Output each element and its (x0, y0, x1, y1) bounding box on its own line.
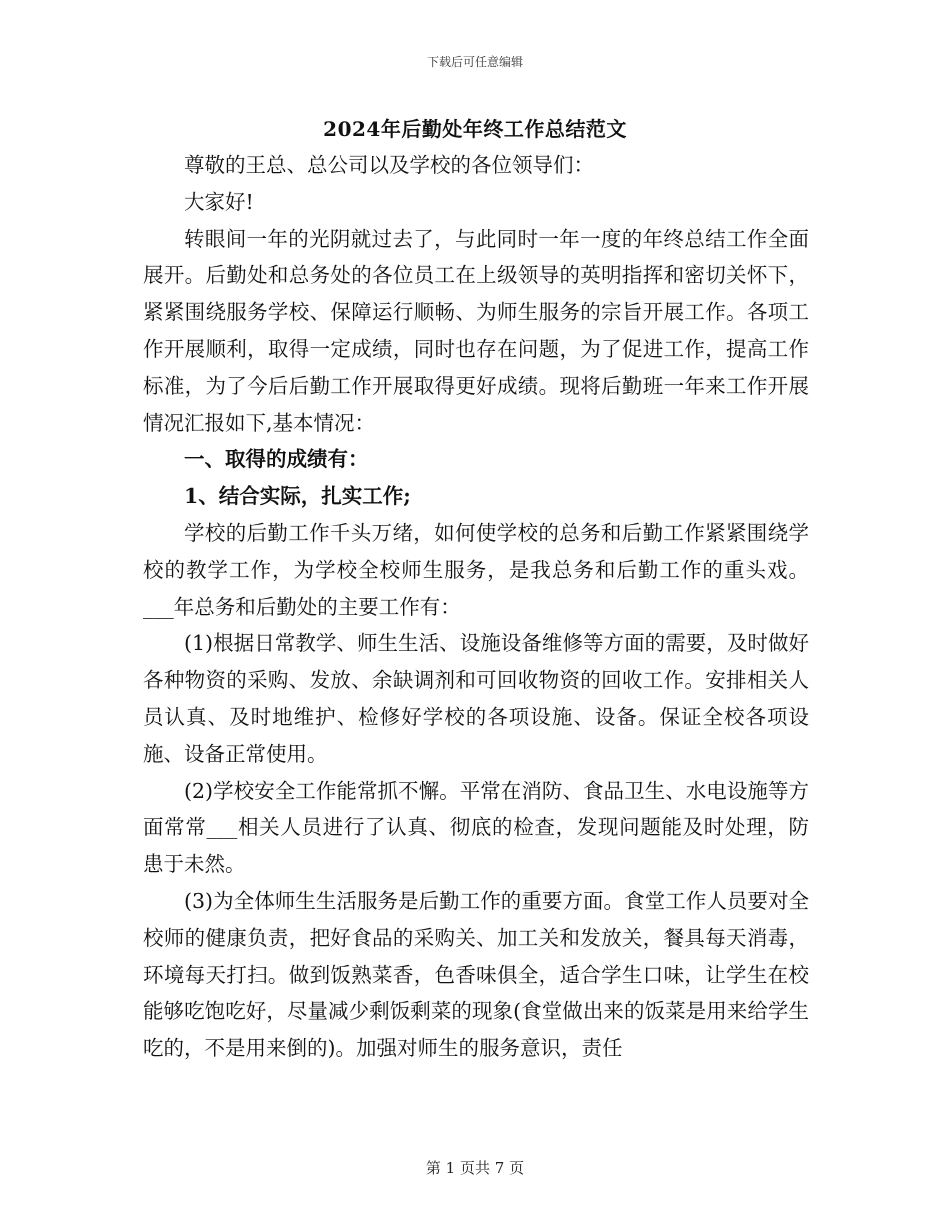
subsection-heading-1: 1、结合实际，扎实工作; (184, 484, 411, 509)
list-item-2: (2)学校安全工作能常抓不懈。平常在消防、食品卫生、水电设施等方面常常___相关人员进行了认真、彻底的检查，发现问题能及时处理，防患于未然。 (143, 778, 809, 877)
list-item-1: (1)根据日常教学、师生生活、设施设备维修等方面的需要，及时做好各种物资的采购、发放、余缺调剂和可回收物资的回收工作。安排相关人员认真、及时地维护、检修好学校的各项设施、设备。保证全校各项设施、设备正常使用。 (143, 631, 809, 766)
document-body (143, 147, 809, 1067)
document-title: 2024年后勤处年终工作总结范文 (323, 117, 627, 141)
intro-paragraph: 转眼间一年的光阴就过去了，与此同时一年一度的年终总结工作全面展开。后勤处和总务处的各位员工在上级领导的英明指挥和密切关怀下，紧紧围绕服务学校、保障运行顺畅、为师生服务的宗旨开展工作。各项工作开展顺利，取得一定成绩，同时也存在问题，为了促进工作，提高工作标准，为了今后后勤工作开展取得更好成绩。现将后勤班一年来工作开展情况汇报如下,基本情况： (143, 226, 809, 435)
salutation: 尊敬的王总、总公司以及学校的各位领导们： (184, 153, 594, 177)
body-paragraph: 学校的后勤工作千头万绪，如何使学校的总务和后勤工作紧紧围绕学校的教学工作，为学校全校师生服务，是我总务和后勤工作的重头戏。___年总务和后勤处的主要工作有： (143, 520, 809, 619)
page-number: 第 1 页共 7 页 (425, 1159, 525, 1177)
greeting: 大家好! (184, 189, 254, 214)
section-heading-achievements: 一、取得的成绩有： (184, 447, 369, 472)
list-item-3: (3)为全体师生生活服务是后勤工作的重要方面。食堂工作人员要对全校师的健康负责，把好食品的采购关、加工关和发放关，餐具每天消毒，环境每天打扫。做到饭熟菜香，色香味俱全，适合学生口味，让学生在校能够吃饱吃好，尽量减少剩饭剩菜的现象(食堂做出来的饭菜是用来给学生吃的，不是用来倒的)。加强对师生的服务意识，责任 (143, 888, 809, 1061)
header-note: 下载后可任意编辑 (426, 55, 523, 69)
